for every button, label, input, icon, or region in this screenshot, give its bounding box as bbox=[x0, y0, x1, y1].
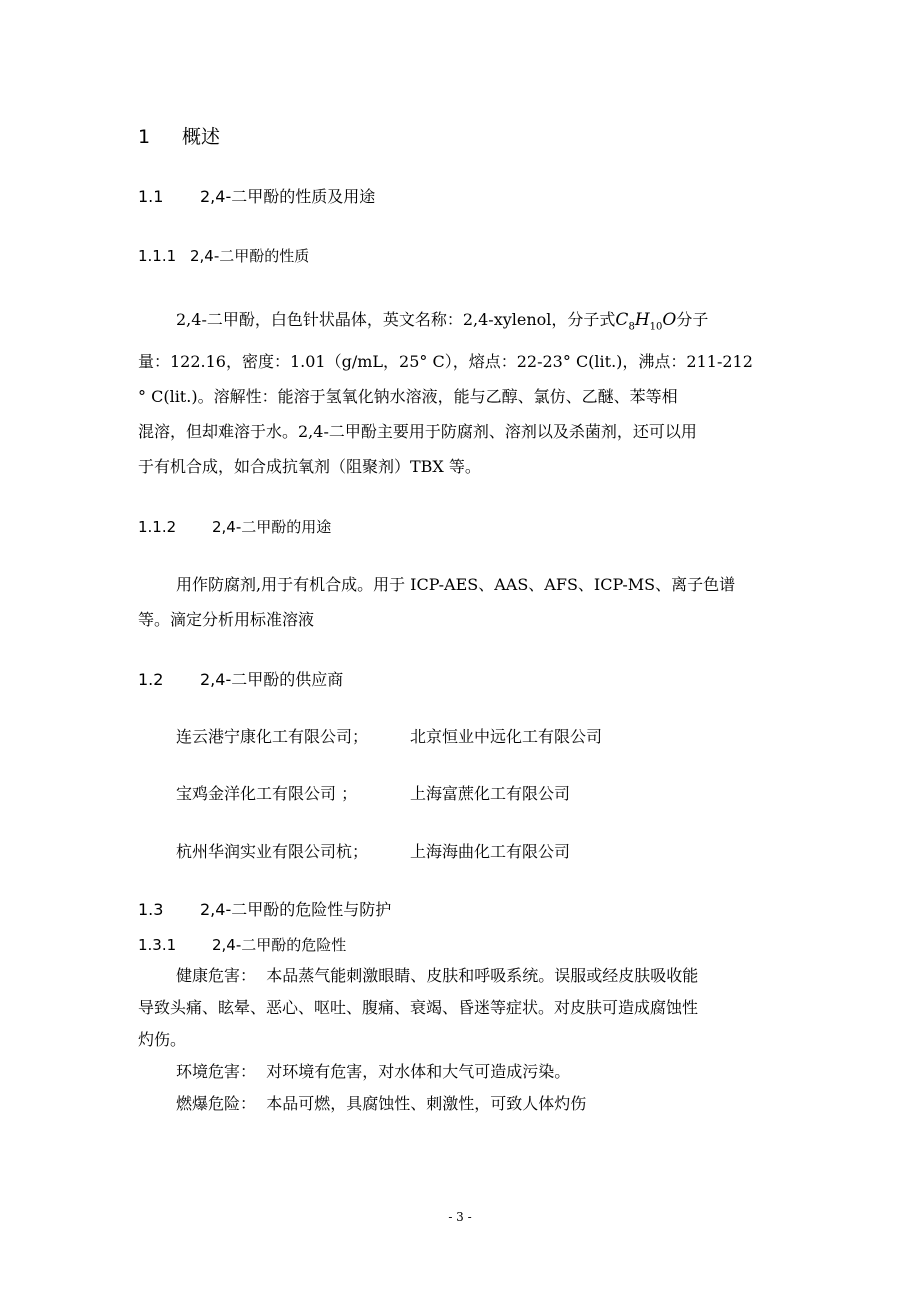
health-hazard-label: 健康危害： bbox=[176, 966, 257, 985]
uses-line: 用作防腐剂,用于有机合成。用于 ICP-AES、AAS、AFS、ICP-MS、离子色谱 bbox=[176, 575, 736, 594]
molecular-formula: $C_8H_{10}O$ bbox=[615, 310, 677, 333]
properties-line: ° C(lit.)。溶解性：能溶于氢氧化钠水溶液，能与乙醇、氯仿、乙醚、苯等相 bbox=[138, 387, 678, 407]
supplier-name: 连云港宁康化工有限公司； bbox=[176, 727, 369, 746]
properties-line: 2,4-二甲酚，白色针状晶体，英文名称：2,4-xylenol，分子式 bbox=[176, 310, 616, 329]
properties-paragraph bbox=[138, 306, 783, 481]
heading-title: 2,4-二甲酚的危险性 bbox=[212, 936, 347, 954]
fire-hazard-text: 本品可燃，具腐蚀性、刺激性，可致人体灼伤 bbox=[266, 1094, 587, 1113]
heading-number: 1.1.1 bbox=[138, 247, 177, 265]
health-hazard-text: 导致头痛、眩晕、恶心、呕吐、腹痛、衰竭、昏迷等症状。对皮肤可造成腐蚀性 bbox=[138, 998, 699, 1017]
supplier-name: 上海富蔗化工有限公司 bbox=[410, 784, 571, 803]
uses-paragraph bbox=[138, 571, 783, 634]
heading-number: 1.2 bbox=[138, 670, 164, 689]
heading-1 bbox=[138, 122, 220, 149]
heading-1-1-1 bbox=[138, 245, 309, 266]
environment-hazard-label: 环境危害： bbox=[176, 1062, 257, 1081]
health-hazard-text: 灼伤。 bbox=[138, 1030, 187, 1049]
supplier-name: 上海海曲化工有限公司 bbox=[410, 842, 571, 861]
heading-1-1 bbox=[138, 184, 375, 207]
supplier-name: 杭州华润实业有限公司杭； bbox=[176, 842, 369, 861]
page-number: - 3 - bbox=[448, 1210, 472, 1224]
heading-number: 1.3 bbox=[138, 900, 164, 919]
heading-number: 1.1 bbox=[138, 187, 164, 206]
heading-title: 概述 bbox=[182, 126, 221, 148]
supplier-row bbox=[176, 781, 570, 804]
heading-1-3 bbox=[138, 897, 391, 920]
properties-line: 量：122.16，密度：1.01（g/mL，25° C），熔点：22-23° C(lit.)，沸点：211-212 bbox=[138, 352, 753, 372]
heading-number: 1.1.2 bbox=[138, 518, 177, 536]
heading-number: 1 bbox=[138, 126, 151, 148]
supplier-row bbox=[176, 724, 602, 747]
heading-number: 1.3.1 bbox=[138, 936, 177, 954]
environment-hazard-text: 对环境有危害，对水体和大气可造成污染。 bbox=[266, 1062, 571, 1081]
uses-line: 等。滴定分析用标准溶液 bbox=[138, 610, 315, 629]
properties-line: 分子 bbox=[676, 310, 709, 329]
health-hazard-text: 本品蒸气能刺激眼睛、皮肤和呼吸系统。误服或经皮肤吸收能 bbox=[266, 966, 699, 985]
heading-1-1-2 bbox=[138, 516, 331, 537]
properties-line: 于有机合成，如合成抗氧剂（阻聚剂）TBX 等。 bbox=[138, 457, 481, 477]
supplier-name: 北京恒业中远化工有限公司 bbox=[410, 727, 603, 746]
heading-title: 2,4-二甲酚的供应商 bbox=[200, 670, 344, 689]
heading-title: 2,4-二甲酚的性质 bbox=[190, 247, 310, 265]
fire-hazard-label: 燃爆危险： bbox=[176, 1094, 257, 1113]
hazards-section bbox=[138, 962, 786, 1118]
supplier-name: 宝鸡金洋化工有限公司 ； bbox=[176, 784, 358, 803]
heading-1-2 bbox=[138, 667, 343, 690]
heading-title: 2,4-二甲酚的危险性与防护 bbox=[200, 900, 392, 919]
heading-title: 2,4-二甲酚的性质及用途 bbox=[200, 187, 376, 206]
heading-1-3-1 bbox=[138, 934, 346, 955]
properties-line: 混溶，但却难溶于水。2,4-二甲酚主要用于防腐剂、溶剂以及杀菌剂，还可以用 bbox=[138, 422, 697, 442]
supplier-row bbox=[176, 839, 570, 862]
heading-title: 2,4-二甲酚的用途 bbox=[212, 518, 332, 536]
